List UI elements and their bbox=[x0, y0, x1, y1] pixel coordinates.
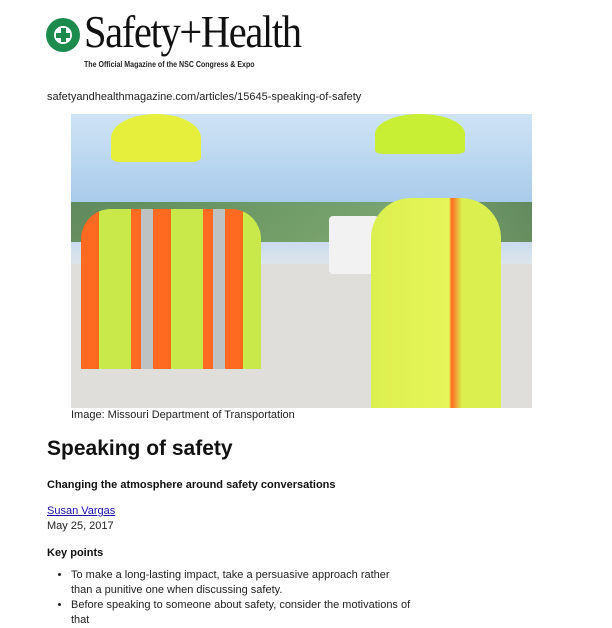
brand-name: Safety+Health bbox=[84, 7, 301, 57]
site-logo[interactable] bbox=[46, 7, 301, 72]
key-points-list bbox=[53, 568, 411, 628]
page-url: safetyandhealthmagazine.com/articles/15645-speaking-of-safety bbox=[47, 91, 362, 103]
key-point-item: • Before speaking to someone about safety, consider the motivations of that bbox=[71, 598, 411, 628]
photo-caption: Image: Missouri Department of Transportation bbox=[71, 409, 295, 421]
key-point-item: • To make a long-lasting impact, take a persuasive approach rather than a punitive one when discussing safety. bbox=[71, 568, 411, 598]
article-subtitle: Changing the atmosphere around safety conversations bbox=[47, 479, 336, 491]
nsc-seal-icon bbox=[46, 18, 80, 52]
brand-tagline: The Official Magazine of the NSC Congress & Expo bbox=[84, 60, 255, 69]
key-points-heading: Key points bbox=[47, 547, 104, 559]
article-photo bbox=[71, 114, 532, 408]
author-link[interactable]: Susan Vargas bbox=[47, 505, 116, 517]
article-title: Speaking of safety bbox=[47, 437, 233, 460]
publish-date: May 25, 2017 bbox=[47, 520, 114, 532]
